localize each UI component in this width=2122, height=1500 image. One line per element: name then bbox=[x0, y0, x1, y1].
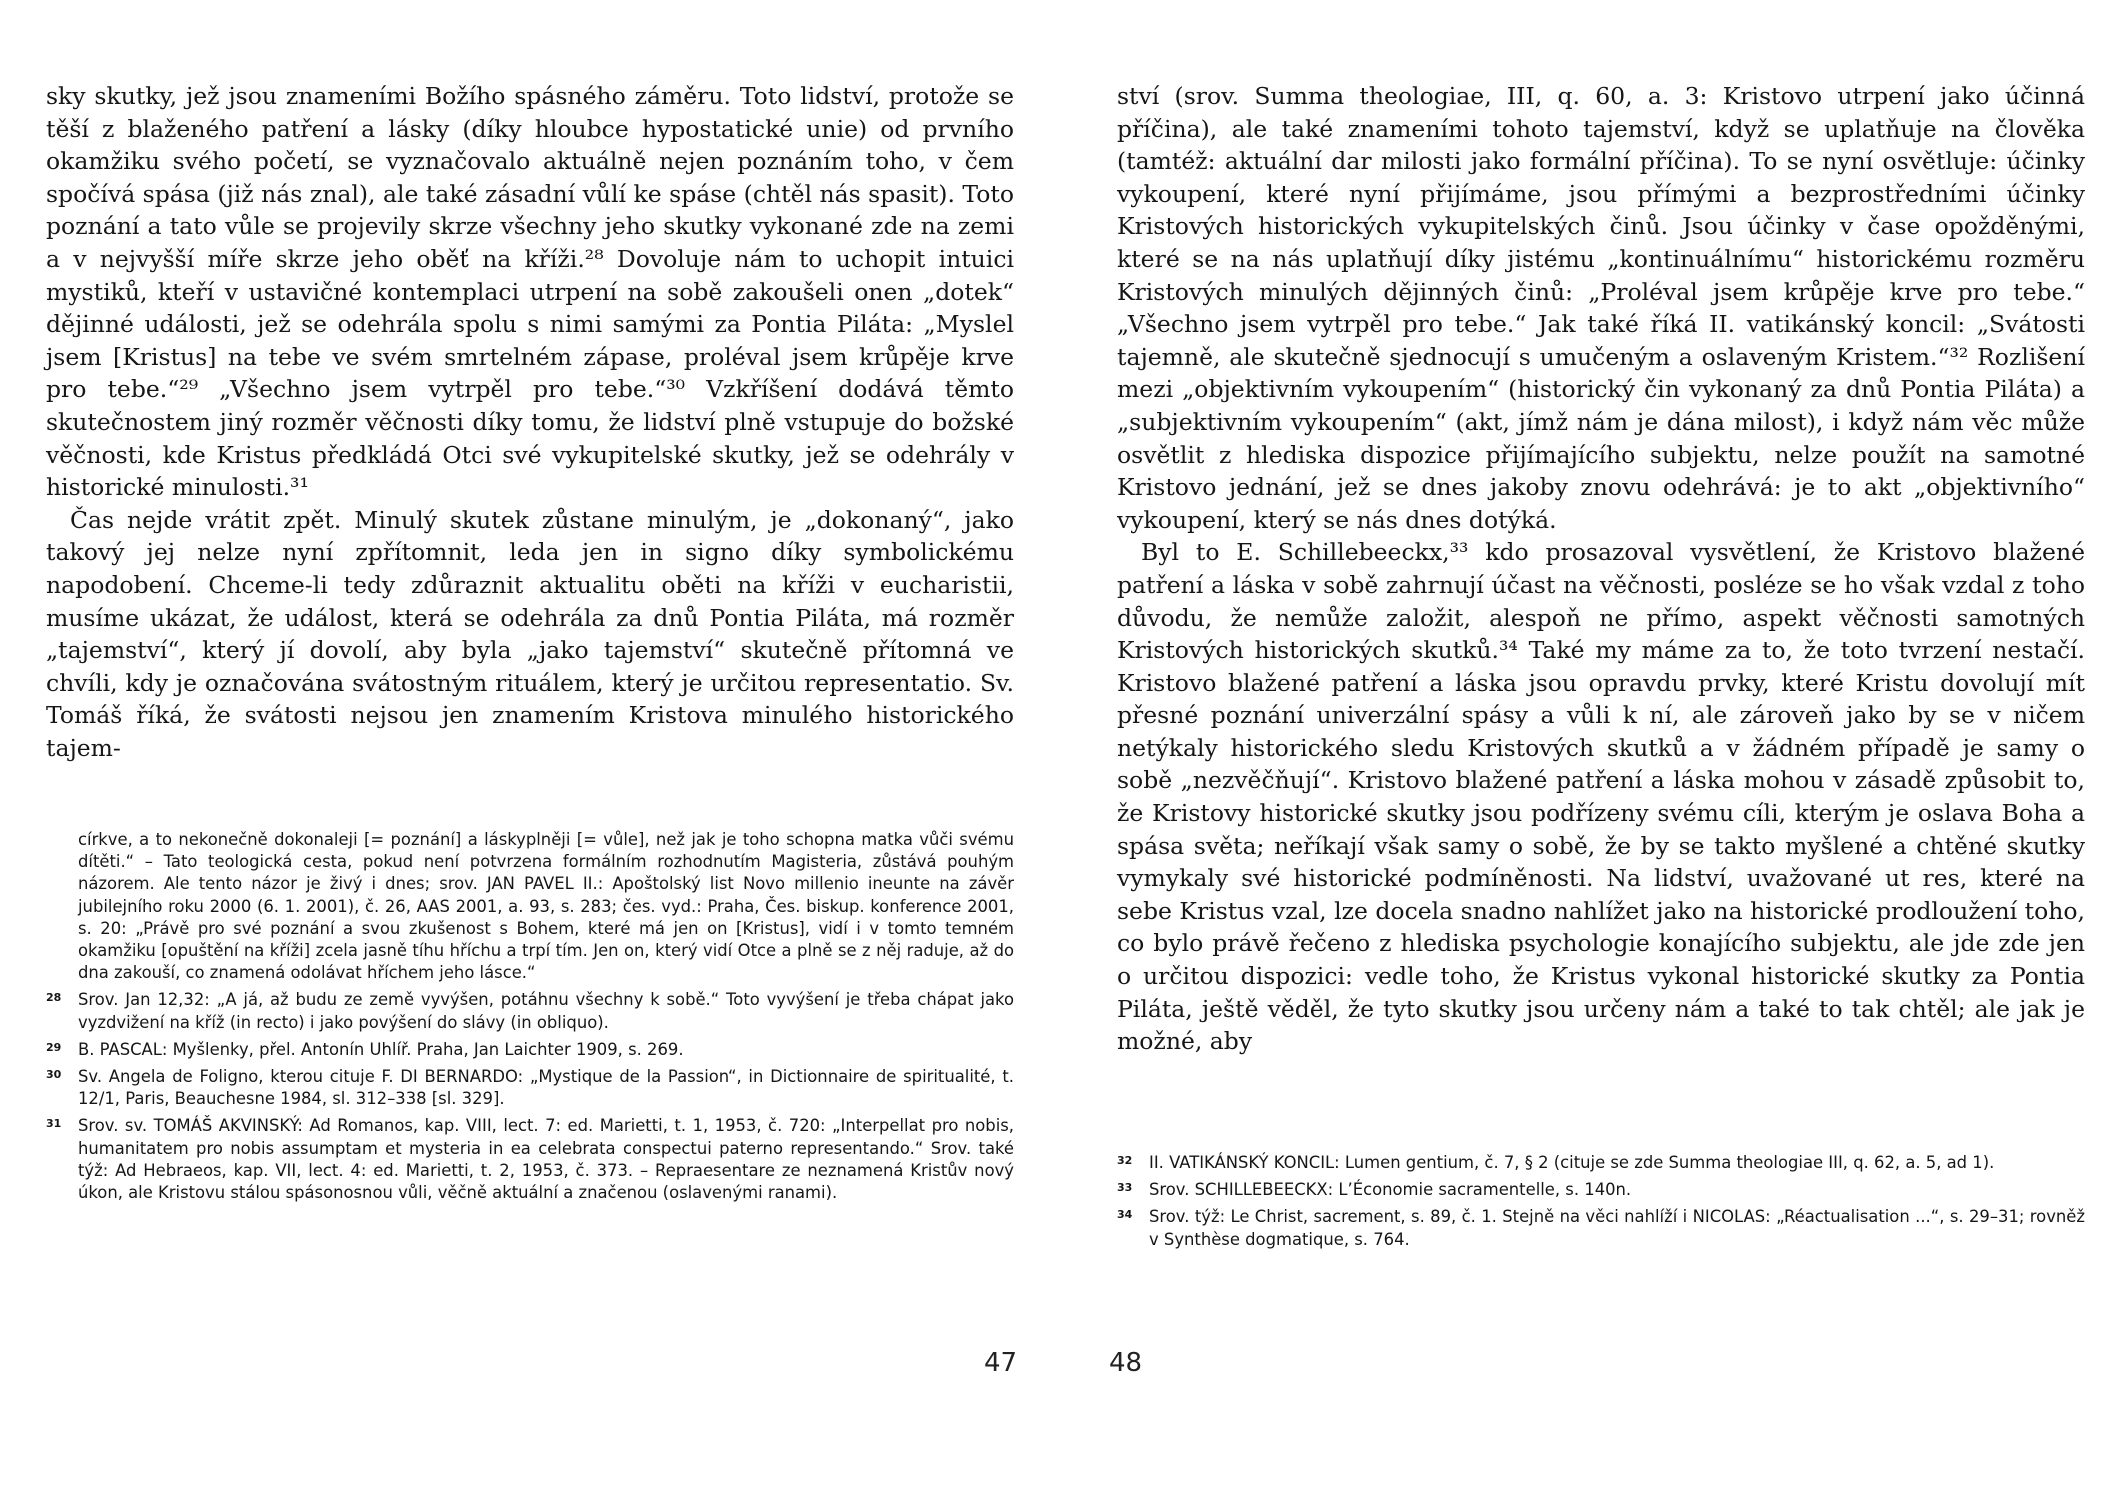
paragraph: Byl to E. Schillebeeckx,³³ kdo prosazoval vysvětlení, že Kristovo blažené patření a láska v sobě zahrnují účast na věčnosti, posléze se ho však vzdal z toho důvodu, že nemůže založit, alespoň ne přímo, aspekt věčnosti samotných Kristových historických skutků.³⁴ Také my máme za to, že toto tvrzení nestačí. Kristovo blažené patření a láska jsou opravdu prvky, které Kristu dovolují mít přesné poznání univerzální spásy a vůli k ní, ale zároveň jako by se v ničem netýkaly historického sledu Kristových skutků a v žádném případě je samy o sobě „nezvěčňují“. Kristovo blažené patření a láska mohou v zásadě způsobit to, že Kristovy historické skutky jsou podřízeny svému cíli, kterým je oslava Boha a spása světa; neříkají však samy o sobě, že by se takto myšlené a chtěné skutky vymykaly své historické podmíněnosti. Na lidství, uvažované ut res, které na sebe Kristus vzal, lze docela snadno nahlížet jako na historické prodloužení toho, co bylo právě řečeno z hlediska psychologie konajícího subjektu, ale jde zde jen o určitou dispozici: vedle toho, že Kristus vykonal historické skutky za Pontia Piláta, ještě věděl, že tyto skutky jsou určeny nám a také to tak chtěl; ale jak je možné, aby bbox=[1117, 538, 2085, 1056]
paragraph: ství (srov. Summa theologiae, III, q. 60, a. 3: Kristovo utrpení jako účinná příčina), ale také znameními tohoto tajemství, když se uplatňuje na člověka (tamtéž: aktuální dar milosti jako formální příčina). To se nyní osvětluje: účinky vykoupení, které nyní přijímáme, jsou přímými a bezprostředními účinky Kristových historických vykupitelských činů. Jsou účinky v čase opožděnými, které se na nás uplatňují díky jistému „kontinuálnímu“ historickému rozměru Kristových minulých dějinných činů: „Proléval jsem krůpěje krve pro tebe.“ „Všechno jsem vytrpěl pro tebe.“ Jak také říká II. vatikánský koncil: „Svátosti tajemně, ale skutečně sjednocují s umučeným a oslaveným Kristem.“³² Rozlišení mezi „objektivním vykoupením“ (historický čin vykonaný za dnů Pontia Piláta) a „subjektivním vykoupením“ (akt, jímž nám je dána milost), i když nám věc může osvětlit z hlediska dispozice přijímajícího subjektu, nelze použít na samotné Kristovo jednání, jež se dnes jakoby znovu odehrává: je to akt „objektivního“ vykoupení, který se nás dnes dotýká. bbox=[1117, 82, 2085, 534]
footnote-number: 31 bbox=[46, 1117, 62, 1131]
footnote-number: 30 bbox=[46, 1068, 62, 1082]
footnote-number: 28 bbox=[46, 991, 62, 1005]
footnote-text: Srov. Jan 12,32: „A já, až budu ze země vyvýšen, potáhnu všechny k sobě.“ Toto vyvýšení je třeba chápat jako vyzdvižení na kříž (in recto) i jako povýšení do slávy (in obliquo). bbox=[78, 990, 1014, 1032]
footnote-text: Srov. týž: Le Christ, sacrement, s. 89, č. 1. Stejně na věci nahlíží i NICOLAS: „Réactualisation ...“, s. 29–31; rovněž v Synthèse dogmatique, s. 764. bbox=[1149, 1207, 2085, 1249]
footnote-continuation: církve, a to nekonečně dokonaleji [= poznání] a láskyplněji [= vůle], než jak je toho schopna matka vůči svému dítěti.“ – Tato teologická cesta, pokud není potvrzena formálním rozhodnutím Magisteria, zůstává pouhým názorem. Ale tento názor je živý i dnes; srov. JAN PAVEL II.: Apoštolský list Novo millenio ineunte na závěr jubilejního roku 2000 (6. 1. 2001), č. 26, AAS 2001, a. 93, s. 283; čes. vyd.: Praha, Čes. biskup. konference 2001, s. 20: „Právě pro své poznání a svou zkušenost s Bohem, které má jen on [Kristus], vidí i v tomto temném okamžiku [opuštění na kříži] zcela jasně tíhu hříchu a trpí tím. Jen on, který vidí Otce a plně se z něj raduje, až do dna zakouší, co znamená odolávat hříchem jeho lásce.“ bbox=[78, 830, 1014, 983]
footnote-34 bbox=[1117, 1206, 2085, 1250]
page-number: 48 bbox=[1109, 1348, 1143, 1378]
paragraph: sky skutky, jež jsou znameními Božího spásného záměru. Toto lidství, protože se těší z blaženého patření a lásky (díky hloubce hypostatické unie) od prvního okamžiku svého početí, se vyznačovalo aktuálně nejen poznáním toho, v čem spočívá spása (již nás znal), ale také zásadní vůlí ke spáse (chtěl nás spasit). Toto poznání a tato vůle se projevily skrze všechny jeho skutky vykonané zde na zemi a v nejvyšší míře skrze jeho oběť na kříži.²⁸ Dovoluje nám to uchopit intuici mystiků, kteří v ustavičné kontemplaci utrpení na sobě zakoušeli onen „dotek“ dějinné události, jež se odehrála spolu s nimi samými za Pontia Piláta: „Myslel jsem [Kristus] na tebe ve svém smrtelném zápase, proléval jsem krůpěje krve pro tebe.“²⁹ „Všechno jsem vytrpěl pro tebe.“³⁰ Vzkříšení dodává těmto skutečnostem jiný rozměr věčnosti díky tomu, že lidství plně vstupuje do božské věčnosti, kde Kristus předkládá Otci své vykupitelské skutky, jež se odehrály v historické minulosti.³¹ bbox=[46, 82, 1014, 502]
footnote-29 bbox=[46, 1039, 1014, 1061]
footnote-text: Sv. Angela de Foligno, kterou cituje F. DI BERNARDO: „Mystique de la Passion“, in Dictionnaire de spiritualité, t. 12/1, Paris, Beauchesne 1984, sl. 312–338 [sl. 329]. bbox=[78, 1067, 1014, 1109]
footnote-text: II. VATIKÁNSKÝ KONCIL: Lumen gentium, č. 7, § 2 (cituje se zde Summa theologiae III, q. 62, a. 5, ad 1). bbox=[1149, 1153, 1995, 1172]
footnote-number: 32 bbox=[1117, 1154, 1133, 1167]
footnote-32 bbox=[1117, 1152, 2085, 1174]
footnote-text: Srov. SCHILLEBEECKX: L’Économie sacramentelle, s. 140n. bbox=[1149, 1180, 1632, 1200]
footnote-33 bbox=[1117, 1179, 2085, 1201]
left-footnotes bbox=[46, 829, 1014, 1209]
footnote-number: 33 bbox=[1117, 1181, 1133, 1195]
left-body-text bbox=[46, 80, 1014, 764]
footnote-number: 34 bbox=[1117, 1208, 1133, 1222]
page-number: 47 bbox=[984, 1348, 1018, 1378]
footnote-28 bbox=[46, 989, 1014, 1033]
paragraph: Čas nejde vrátit zpět. Minulý skutek zůstane minulým, je „dokonaný“, jako takový jej nelze nyní zpřítomnit, leda jen in signo díky symbolickému napodobení. Chceme-li tedy zdůraznit aktualitu oběti na kříži v eucharistii, musíme ukázat, že událost, která se odehrála za dnů Pontia Piláta, má rozměr „tajemství“, který jí dovolí, aby byla „jako tajemství“ skutečně přítomná ve chvíli, kdy je označována svátostným rituálem, který je určitou representatio. Sv. Tomáš říká, že svátosti nejsou jen znamením Kristova minulého historického tajem- bbox=[46, 505, 1014, 762]
footnote-30 bbox=[46, 1066, 1014, 1110]
right-body-text bbox=[1117, 80, 2085, 1058]
footnote-text: B. PASCAL: Myšlenky, přel. Antonín Uhlíř. Praha, Jan Laichter 1909, s. 269. bbox=[78, 1039, 684, 1059]
footnote-number: 29 bbox=[46, 1040, 62, 1054]
right-footnotes bbox=[1117, 1152, 2085, 1256]
footnote-text: Srov. sv. TOMÁŠ AKVINSKÝ: Ad Romanos, kap. VIII, lect. 7: ed. Marietti, t. 1, 1953, č. 720: „Interpellat pro nobis, humanitatem pro nobis assumptam et mysteria in ea celebrata conspectui paterno representando.“ Srov. také týž: Ad Hebraeos, kap. VII, lect. 4: ed. Marietti, t. 2, 1953, č. 373. – Repraesentare ze neznamená Kristův nový úkon, ale Kristovu stálou spásonosnou vůli, věčně aktuální a značenou (oslavenými ranami). bbox=[78, 1116, 1014, 1203]
footnote-31 bbox=[46, 1115, 1014, 1204]
right-page bbox=[1061, 0, 2122, 1500]
